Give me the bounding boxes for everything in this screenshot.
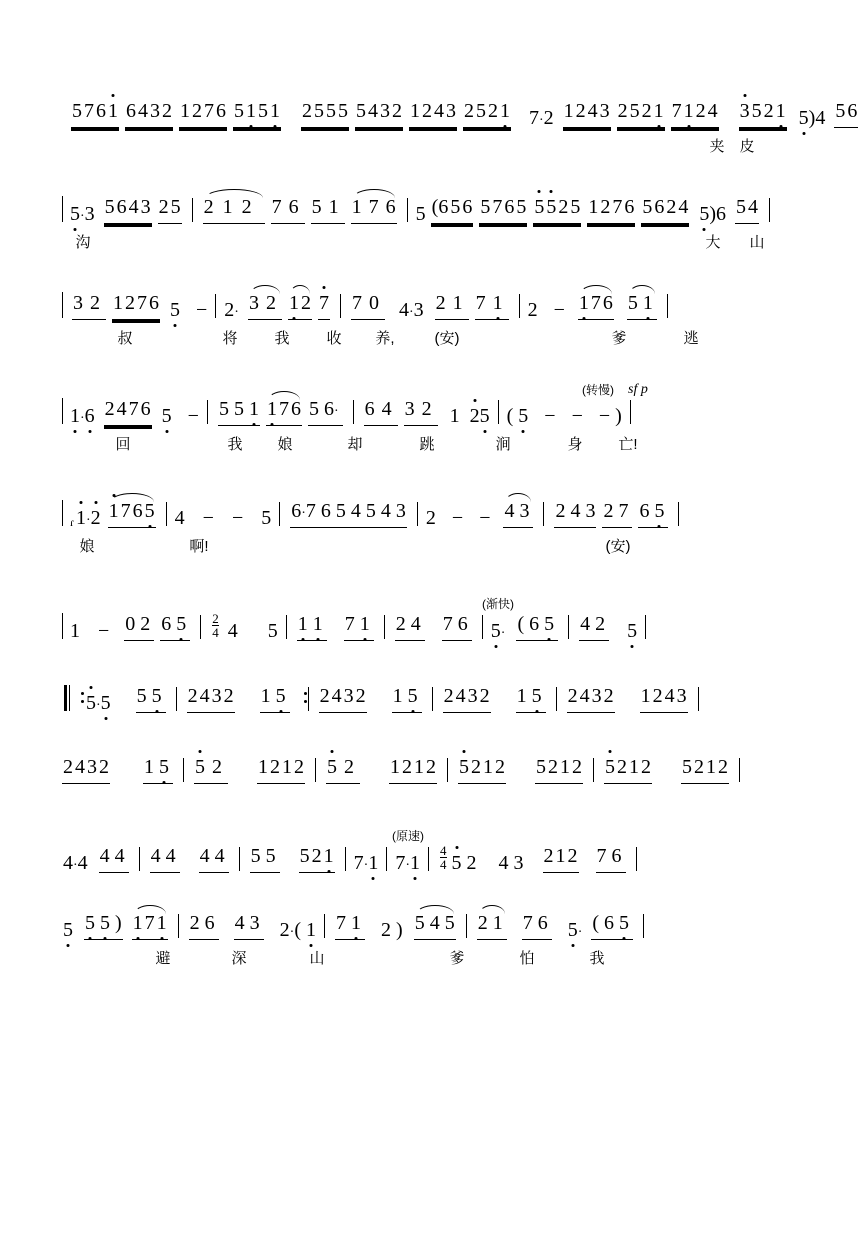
note-group: 0 2 [124, 614, 154, 641]
system-1 [0, 100, 866, 156]
tempo-mark: (渐快) [482, 597, 514, 611]
note-group: 1 2 7 6 [112, 293, 160, 320]
note-group: 7 1 [335, 913, 365, 940]
note: 4 [227, 620, 238, 642]
sustain-dash: − [479, 507, 491, 529]
barline [698, 687, 699, 711]
system-5 [0, 500, 866, 556]
note: 5 [415, 203, 426, 225]
note-group: 3 5 2 1 [739, 101, 787, 128]
note-group: 2 1 2 [543, 846, 579, 873]
note-group: 2 5 5 5 [301, 101, 349, 128]
note-group: 2 4 3 2 [567, 686, 615, 713]
note: 5·3 [70, 203, 95, 225]
note: 7·1 [353, 852, 379, 874]
lyric: 夹 [709, 137, 725, 155]
system-10 [0, 913, 866, 968]
barline [417, 502, 418, 526]
note-group: 2 1 2 [203, 197, 265, 224]
note-group: 5 5 ) [84, 913, 123, 940]
note-group: 4 4 [99, 846, 129, 873]
sustain-dash: − [553, 299, 565, 321]
lyric: 山 [309, 949, 325, 967]
note-group: 2 4 3 [554, 501, 596, 528]
barline [428, 847, 429, 871]
note-group: 1 2 7 6 [179, 101, 227, 128]
note-group: 5 1 [627, 293, 657, 320]
barline [315, 758, 316, 782]
note: 5· [567, 919, 583, 941]
lyric: (安) [434, 329, 460, 347]
note-group: 7 1 [344, 614, 374, 641]
note-group: 2 4 3 2 [443, 686, 491, 713]
note: 5 [63, 919, 73, 941]
lyric: 涧 [495, 435, 511, 453]
barline [630, 400, 631, 424]
note-group: 2 4 3 2 [319, 686, 367, 713]
barline [384, 615, 385, 639]
lyric: 避 [155, 949, 171, 967]
note-group: (6 5 6 [431, 197, 474, 224]
system-2 [0, 196, 866, 252]
note: 4·4 [63, 852, 88, 874]
lyric: 我 [227, 435, 243, 453]
barline [62, 292, 63, 318]
tempo-mark: (原速) [392, 829, 424, 843]
note-group: 1 7 6 [266, 399, 302, 426]
note-group: 5 7 6 5 [479, 197, 527, 224]
note: 5 [261, 507, 272, 529]
note-group: 1 2 4 3 [563, 101, 611, 128]
barline [432, 687, 433, 711]
note-group: ( 6 5 [516, 614, 558, 641]
sustain-dash: − [544, 405, 556, 427]
barline [407, 198, 408, 222]
note-group: 2 6 [189, 913, 219, 940]
barline [183, 758, 184, 782]
lyric: 啊! [189, 537, 209, 555]
note-group: 2 5 2 1 [617, 101, 665, 128]
mark-row-6 [62, 596, 804, 612]
note-group: 5 2 [326, 757, 360, 784]
lyric: 却 [347, 435, 363, 453]
lyric-row-10 [62, 946, 804, 968]
barline [556, 687, 557, 711]
lyric: 身 [567, 435, 583, 453]
barline [482, 615, 483, 639]
dynamic-mark: sf p [628, 382, 648, 397]
note-group: 6 5 [638, 501, 668, 528]
score-page [0, 100, 866, 1260]
note-group: 1 2 1 2 [257, 757, 305, 784]
note-group: 2 1 [435, 293, 469, 320]
note-group: 7 6 [596, 846, 626, 873]
note-group: 5 2 1 2 [458, 757, 506, 784]
lyric: 叔 [117, 329, 133, 347]
staff-row-1 [62, 100, 858, 129]
barline [643, 914, 644, 938]
lyric: 我 [589, 949, 605, 967]
barline [239, 847, 240, 871]
note-group: 5 5 1 [218, 399, 260, 426]
note-group: 1 7 1 [132, 913, 168, 940]
note-group: 2 5 2 1 [463, 101, 511, 128]
note-group: 2 4 [395, 614, 425, 641]
staff-row-6 [62, 612, 804, 641]
note: 5·5 [86, 692, 111, 714]
sustain-dash: − [571, 405, 583, 427]
note-group: 7 0 [351, 293, 385, 320]
note-group: 5 6 2 4 [641, 197, 689, 224]
barline [207, 400, 208, 424]
note-group: 7 1 2 4 [671, 101, 719, 128]
barline [215, 294, 216, 318]
note: 7·2 [529, 107, 554, 129]
note: 5 [627, 620, 638, 642]
lyric: 回 [115, 435, 131, 453]
barline [62, 196, 63, 222]
system-8 [0, 757, 866, 784]
barline [308, 687, 309, 711]
note-group: 6·7 6 5 4 5 4 3 [290, 501, 407, 528]
note-group: 5 4 [735, 197, 759, 224]
lyric: 娘 [277, 435, 293, 453]
barline [447, 758, 448, 782]
note: 5)4 [798, 107, 826, 129]
note-group: 5 4 5 [414, 913, 456, 940]
note: 2 [425, 507, 436, 529]
lyric: 大 [705, 233, 721, 251]
staff-row-5 [62, 500, 804, 528]
barline [192, 198, 193, 222]
sustain-dash: − [202, 507, 214, 529]
barline [279, 502, 280, 526]
staff-row-2 [62, 196, 804, 224]
note: 1·6 [70, 405, 95, 427]
repeat-open-barline [64, 685, 74, 711]
lyric: 山 [749, 233, 765, 251]
lyric: 皮 [739, 137, 755, 155]
note: 1·2 [76, 507, 101, 529]
lyric: 沟 [75, 233, 91, 251]
note-group: 5 1 [311, 197, 345, 224]
note-group: 2 1 [477, 913, 507, 940]
note-group: 5 5 2 5 [533, 197, 581, 224]
sustain-dash: − ) [598, 405, 622, 427]
note-group: 1 7 6 [578, 293, 614, 320]
system-9 [0, 828, 866, 873]
note: 5· [490, 620, 506, 642]
system-7 [0, 685, 866, 713]
note-group: 5 5 [250, 846, 280, 873]
note-group: 4 2 [579, 614, 609, 641]
barline [543, 502, 544, 526]
note-group: 6 5 [160, 614, 190, 641]
note: 2 ) [381, 919, 403, 941]
sustain-dash: − [187, 405, 199, 427]
sustain-dash: − [451, 507, 464, 529]
note-group: 7 1 [475, 293, 509, 320]
note-group: 2 4 7 6 [104, 399, 152, 426]
note-group: 2 5 [158, 197, 182, 224]
note-group: 3 2 [404, 399, 438, 426]
lyric: 逃 [683, 329, 699, 347]
note-group: 1 5 [392, 686, 422, 713]
lyric: (安) [605, 537, 631, 555]
note-group: 5 2 1 2 [681, 757, 729, 784]
lyric-row-2 [62, 230, 804, 252]
barline [678, 502, 679, 526]
note-group: 6 4 [364, 399, 398, 426]
note-group: 4 3 [503, 501, 533, 528]
barline [568, 615, 569, 639]
note: 5 2 [451, 852, 477, 874]
lyric: 养, [375, 329, 395, 347]
note-group: 3 2 [72, 293, 106, 320]
note-group: 1 5 [260, 686, 290, 713]
lyric-row-3 [62, 326, 804, 348]
barline [645, 615, 646, 639]
note: 1 [449, 405, 460, 427]
barline [386, 847, 387, 871]
barline [340, 294, 341, 318]
note: 7·1 [395, 852, 421, 874]
system-4 [0, 382, 866, 454]
barline [345, 847, 346, 871]
note-group: ( 6 5 [591, 913, 633, 940]
note-group: 1 2 4 3 [640, 686, 688, 713]
note: ɾ [70, 515, 74, 529]
barline [62, 398, 63, 424]
note-group: 5 2 1 2 [604, 757, 652, 784]
note-group: 6 4 3 2 [125, 101, 173, 128]
note-group: 5 6 4 3 [104, 197, 152, 224]
lyric: 收 [326, 329, 342, 347]
note-group: 1 5 [143, 757, 173, 784]
note-group: 1 2 1 2 [389, 757, 437, 784]
note-group: 1 5 [516, 686, 546, 713]
lyric: 娘 [79, 537, 95, 555]
note: 1 [70, 620, 80, 642]
note-group: 5 6 [834, 101, 858, 128]
lyric-row-5 [62, 534, 804, 556]
staff-row-8 [62, 757, 804, 784]
time-signature: 2 4 [212, 611, 219, 640]
note-group: 4 4 [199, 846, 229, 873]
note-group: 7 6 [522, 913, 552, 940]
note-group: 1 2 [288, 293, 312, 320]
barline [636, 847, 637, 871]
time-signature: 4 4 [440, 843, 447, 872]
barline [519, 294, 520, 318]
note-group: 1 2 4 3 [409, 101, 457, 128]
note: 5 [267, 620, 278, 642]
barline [466, 914, 467, 938]
staff-row-3 [62, 292, 804, 320]
note: ( 5 [506, 405, 529, 427]
barline [739, 758, 740, 782]
lyric: 亡! [618, 435, 638, 453]
note-group: 2 4 3 2 [62, 757, 110, 784]
barline [498, 400, 499, 424]
note-group: 2 7 [602, 501, 632, 528]
staff-row-4 [62, 398, 804, 426]
note-group: 7 6 [271, 197, 305, 224]
sustain-dash: − [196, 299, 208, 321]
note-group: 1 2 7 6 [587, 197, 635, 224]
note-group: 7 6 [442, 614, 472, 641]
barline [139, 847, 140, 871]
note: 2·( 1 [279, 919, 317, 941]
barline [178, 914, 179, 938]
lyric: 爹 [611, 329, 627, 347]
note-group: 5 2 [194, 757, 228, 784]
note-group: 5 7 6 1 [71, 101, 119, 128]
staff-row-10 [62, 913, 804, 940]
mark-row-4 [62, 382, 804, 398]
barline [769, 198, 770, 222]
lyric: 深 [231, 949, 247, 967]
note-group: 5 6· [308, 399, 343, 426]
mark-row-9 [62, 828, 804, 844]
barline [593, 758, 594, 782]
note: 25 [469, 405, 490, 427]
note-group: 1 7 6 [351, 197, 397, 224]
staff-row-9 [62, 844, 804, 873]
note: 4·3 [398, 299, 424, 321]
barline [200, 615, 201, 639]
note: 5 [170, 299, 180, 321]
note-group: 7 [318, 293, 330, 320]
note-group: 4 3 [234, 913, 264, 940]
note-group: 5 2 1 2 [535, 757, 583, 784]
note-group: 1 7 6 5 [108, 501, 156, 528]
lyric: 我 [274, 329, 290, 347]
lyric: 爹 [449, 949, 465, 967]
note-group: 5 2 1 [299, 846, 335, 873]
barline [62, 500, 63, 526]
lyric-row-4 [62, 432, 804, 454]
note-group: 2 4 3 2 [187, 686, 235, 713]
note: 4 [174, 507, 185, 529]
note-group: 4 4 [150, 846, 180, 873]
barline [286, 615, 287, 639]
barline [353, 400, 354, 424]
staff-row-7 [62, 685, 804, 713]
barline [176, 687, 177, 711]
barline [667, 294, 668, 318]
note: 4 3 [498, 852, 524, 874]
sustain-dash: − [231, 507, 244, 529]
note-group: 1 1 [297, 614, 327, 641]
lyric: 跳 [419, 435, 435, 453]
lyric-row-1 [62, 134, 804, 156]
note: 2· [224, 299, 239, 321]
note: 5 [161, 405, 172, 427]
note-group: 5 1 5 1 [233, 101, 281, 128]
lyric: 怕 [519, 949, 535, 967]
sustain-dash: − [98, 620, 110, 642]
barline [324, 914, 325, 938]
system-3 [0, 292, 866, 348]
note-group: 5 5 [136, 686, 166, 713]
system-6 [0, 596, 866, 641]
tempo-mark: (转慢) [582, 383, 614, 397]
note: 5)6 [699, 203, 727, 225]
note-group: 5 4 3 2 [355, 101, 403, 128]
barline [166, 502, 167, 526]
note-group: 3 2 [248, 293, 282, 320]
lyric: 将 [222, 329, 238, 347]
barline [62, 613, 63, 639]
repeat-dots [303, 685, 308, 711]
note: 2 [527, 299, 538, 321]
